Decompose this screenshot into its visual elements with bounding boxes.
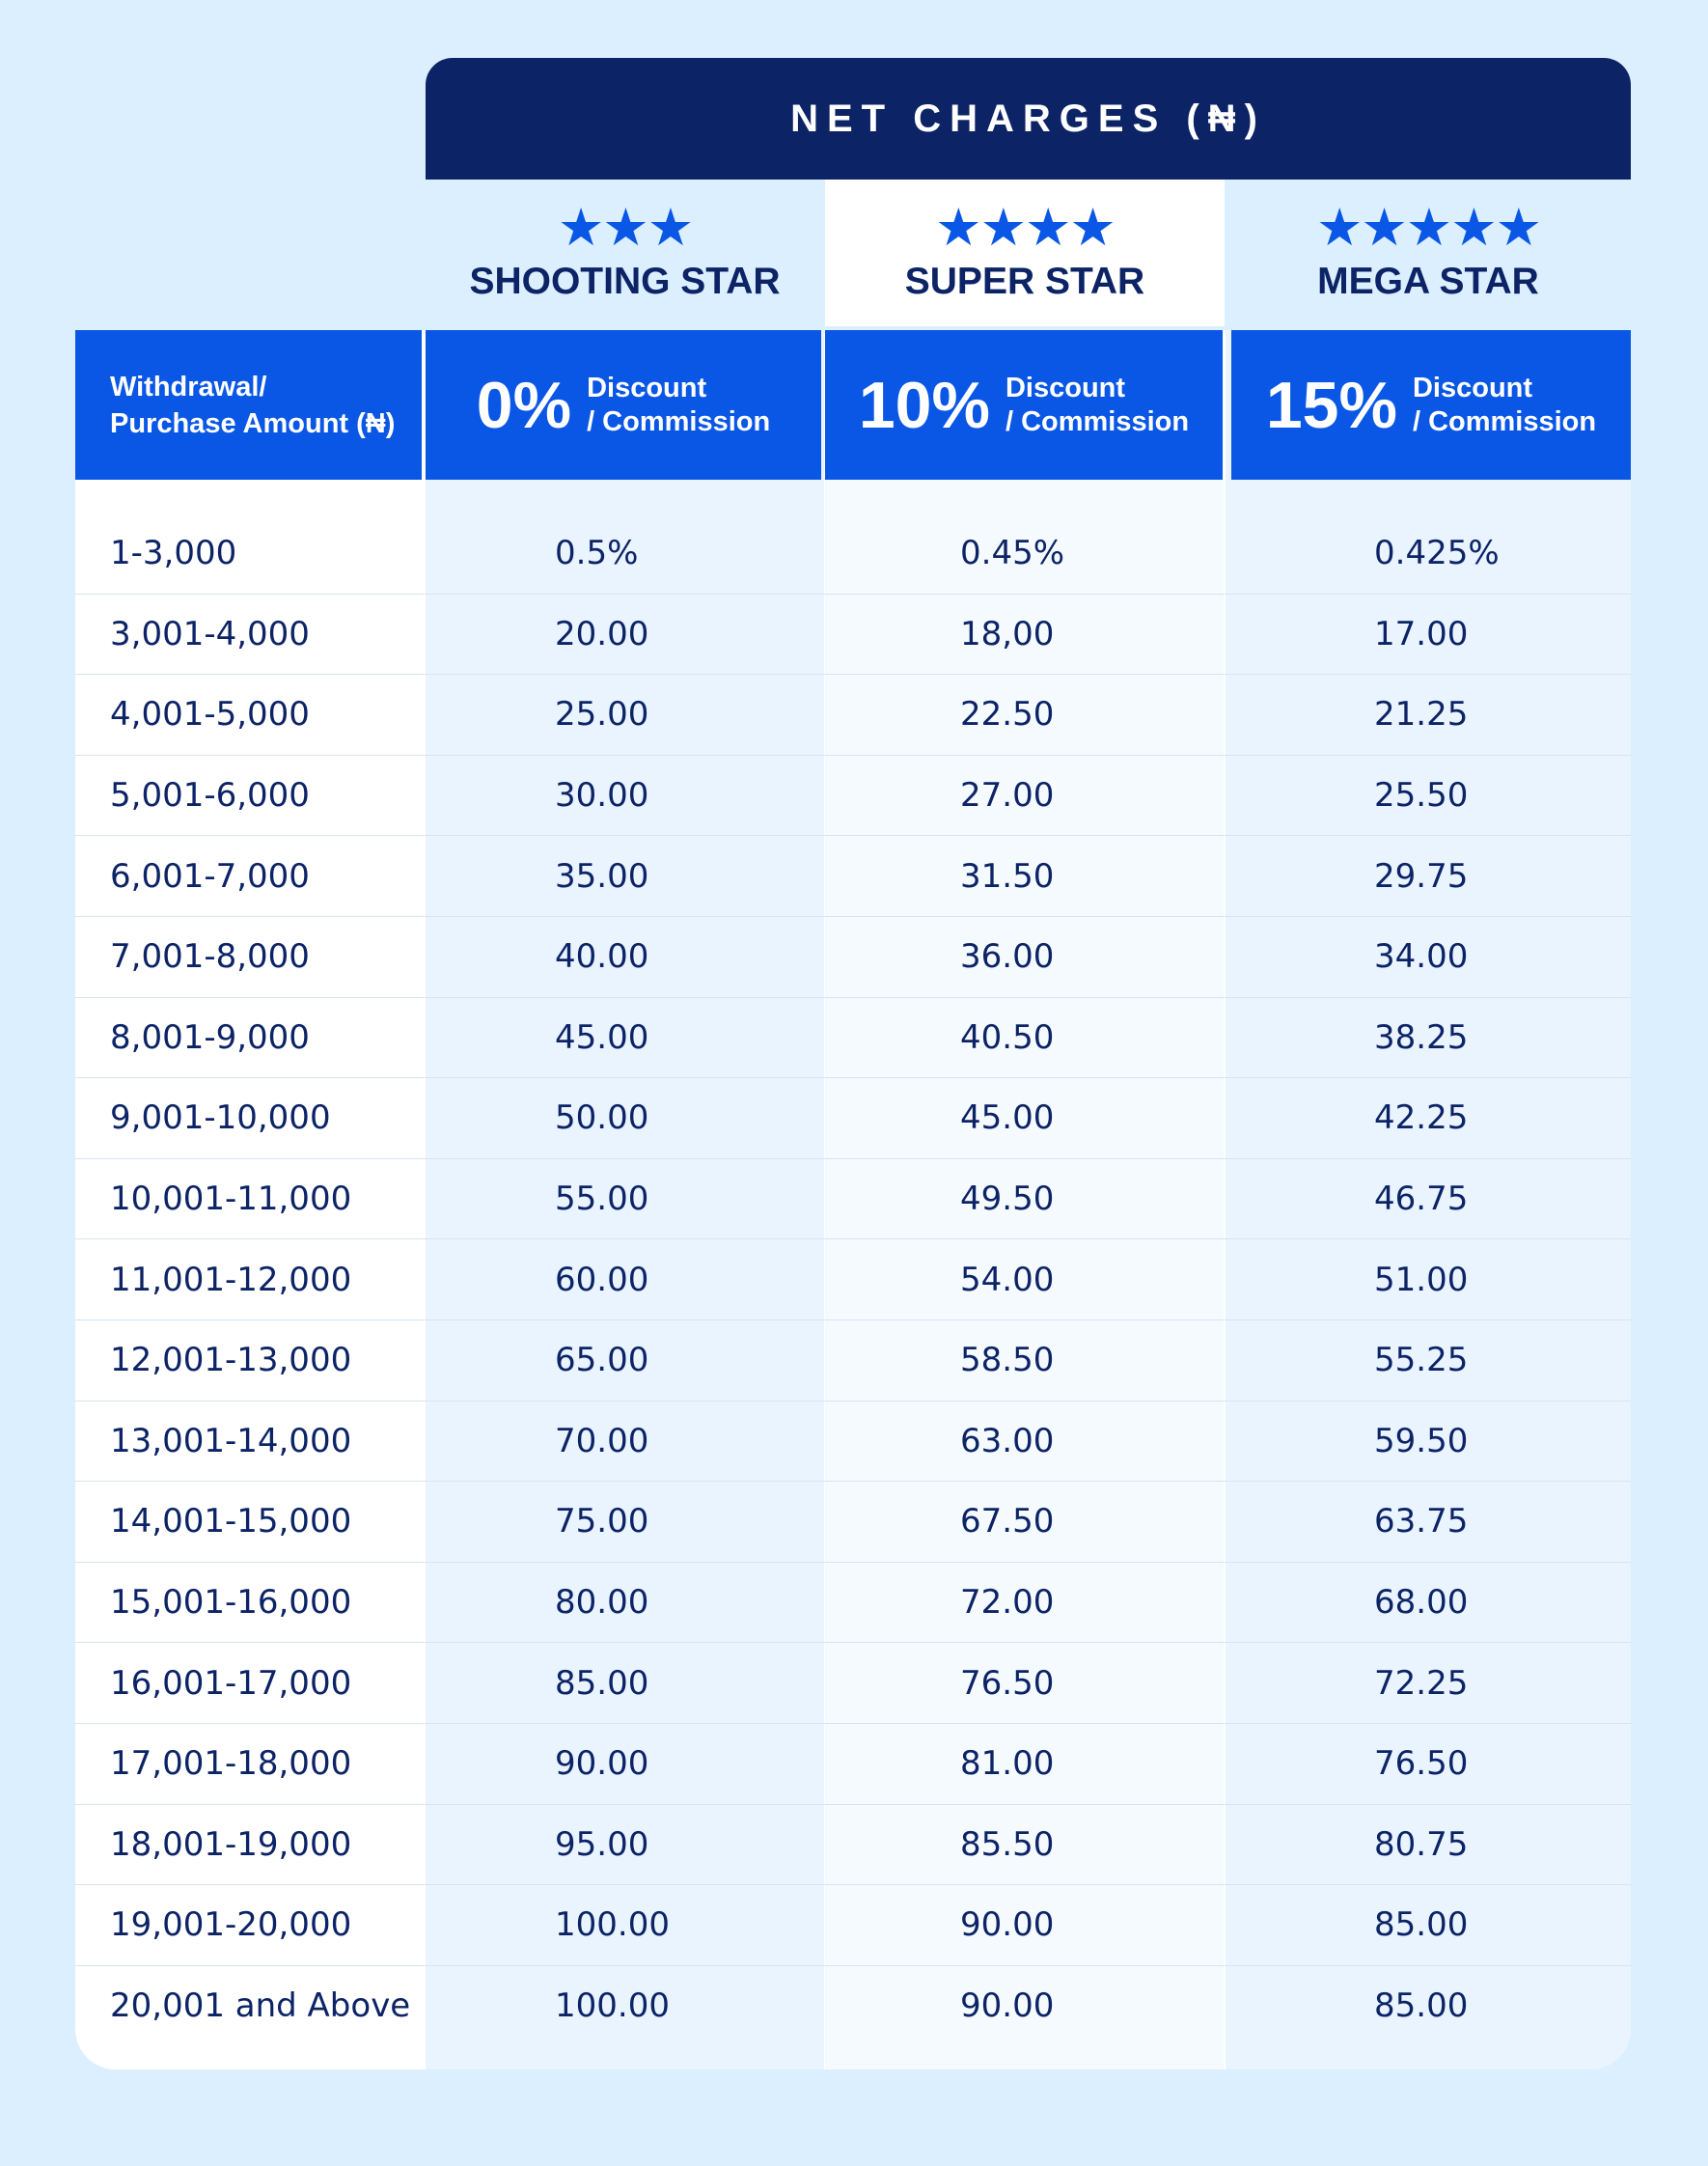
amount-header-line2: Purchase Amount (₦) [110,407,396,439]
super-star-charge-cell: 85.50 [960,1824,1055,1864]
mega-star-charge-cell: 34.00 [1374,937,1469,977]
shooting-star-charge-cell: 100.00 [555,1986,670,2025]
super-star-charge-cell: 49.50 [960,1180,1055,1219]
super-star-charge-cell: 22.50 [960,695,1055,735]
super-star-charge-cell: 31.50 [960,856,1055,896]
mega-star-charge-cell: 76.50 [1374,1744,1469,1784]
discount-label: Discount [1005,372,1126,403]
table-row [75,1159,1631,1240]
commission-label: / Commission [1005,405,1190,437]
super-star-charge-cell: 72.00 [960,1583,1055,1623]
amount-cell: 19,001-20,000 [110,1905,352,1945]
amount-column-header [75,330,422,480]
table-row [75,756,1631,837]
amount-cell: 18,001-19,000 [110,1824,352,1864]
mega-star-charge-cell: 42.25 [1374,1098,1469,1138]
amount-cell: 12,001-13,000 [110,1341,352,1380]
star-icons: ★★★★ [935,199,1115,257]
commission-label: / Commission [587,405,771,437]
table-row [75,1805,1631,1886]
table-row [75,1239,1631,1320]
mega-star-discount-header [1231,330,1631,480]
table-row [75,1402,1631,1483]
amount-cell: 1-3,000 [110,534,237,573]
mega-star-charge-cell: 55.25 [1374,1341,1469,1380]
table-row [75,1482,1631,1563]
amount-cell: 3,001-4,000 [110,614,310,653]
amount-cell: 13,001-14,000 [110,1421,352,1460]
shooting-star-discount-header [426,330,821,480]
star-icons: ★★★ [557,199,693,257]
mega-star-charge-cell: 59.50 [1374,1421,1469,1460]
super-star-charge-cell: 36.00 [960,937,1055,977]
shooting-star-charge-cell: 20.00 [555,614,649,653]
tier-name: MEGA STAR [1317,261,1539,302]
shooting-star-charge-cell: 75.00 [555,1502,649,1541]
shooting-star-charge-cell: 35.00 [555,856,649,896]
mega-star-charge-cell: 85.00 [1374,1986,1469,2025]
star-icons: ★★★★★ [1315,199,1541,257]
table-row [75,1643,1631,1724]
super-star-charge-cell: 90.00 [960,1905,1055,1945]
mega-star-charge-cell: 68.00 [1374,1583,1469,1623]
super-star-charge-cell: 90.00 [960,1986,1055,2025]
shooting-star-charge-cell: 90.00 [555,1744,649,1784]
shooting-star-charge-cell: 65.00 [555,1341,649,1380]
shooting-star-charge-cell: 70.00 [555,1421,649,1460]
table-row [75,1966,1631,2046]
amount-cell: 5,001-6,000 [110,776,310,816]
mega-star-charge-cell: 72.25 [1374,1663,1469,1703]
amount-cell: 14,001-15,000 [110,1502,352,1541]
super-star-charge-cell: 0.45% [960,534,1065,573]
table-row [75,514,1631,595]
net-charges-title: NET CHARGES (₦) [790,97,1266,140]
super-star-charge-cell: 18,00 [960,614,1055,653]
table-row [75,675,1631,756]
shooting-star-charge-cell: 25.00 [555,695,649,735]
super-star-charge-cell: 27.00 [960,776,1055,816]
table-header-row [75,330,1631,480]
amount-cell: 7,001-8,000 [110,937,310,977]
tier-name: SHOOTING STAR [469,261,781,302]
shooting-star-charge-cell: 55.00 [555,1180,649,1219]
shooting-star-charge-cell: 85.00 [555,1663,649,1703]
table-row [75,1724,1631,1805]
discount-label: Discount [1412,372,1533,403]
super-star-charge-cell: 40.50 [960,1017,1055,1057]
amount-cell: 6,001-7,000 [110,856,310,896]
tier-mega-star [1226,180,1631,326]
mega-star-charge-cell: 46.75 [1374,1180,1469,1219]
shooting-star-charge-cell: 0.5% [555,534,639,573]
amount-cell: 15,001-16,000 [110,1583,352,1623]
shooting-star-charge-cell: 30.00 [555,776,649,816]
discount-label: Discount [587,372,707,403]
shooting-star-charge-cell: 50.00 [555,1098,649,1138]
super-star-charge-cell: 67.50 [960,1502,1055,1541]
tier-super-star [825,180,1225,326]
mega-star-charge-cell: 51.00 [1374,1260,1469,1299]
table-body [75,514,1631,2045]
commission-label: / Commission [1412,405,1597,437]
mega-star-charge-cell: 0.425% [1374,534,1500,573]
mega-star-charge-cell: 25.50 [1374,776,1469,816]
amount-cell: 4,001-5,000 [110,695,310,735]
discount-percent: 10% [858,368,990,442]
super-star-charge-cell: 63.00 [960,1421,1055,1460]
shooting-star-charge-cell: 95.00 [555,1824,649,1864]
mega-star-charge-cell: 63.75 [1374,1502,1469,1541]
super-star-charge-cell: 54.00 [960,1260,1055,1299]
amount-cell: 20,001 and Above [110,1986,411,2025]
discount-percent: 15% [1265,368,1397,442]
table-row [75,836,1631,917]
amount-cell: 16,001-17,000 [110,1663,352,1703]
mega-star-charge-cell: 85.00 [1374,1905,1469,1945]
shooting-star-charge-cell: 40.00 [555,937,649,977]
tier-shooting-star [426,180,824,326]
tier-name: SUPER STAR [904,261,1145,302]
table-row [75,595,1631,676]
table-row [75,1563,1631,1644]
charges-table [75,330,1631,2069]
discount-percent: 0% [476,368,572,442]
mega-star-charge-cell: 21.25 [1374,695,1469,735]
table-row [75,1320,1631,1402]
table-row [75,1078,1631,1159]
super-star-charge-cell: 58.50 [960,1341,1055,1380]
amount-header-line1: Withdrawal/ [110,371,267,403]
super-star-charge-cell: 76.50 [960,1663,1055,1703]
mega-star-charge-cell: 17.00 [1374,614,1469,653]
table-row [75,998,1631,1079]
shooting-star-charge-cell: 45.00 [555,1017,649,1057]
amount-cell: 10,001-11,000 [110,1180,352,1219]
super-star-charge-cell: 81.00 [960,1744,1055,1784]
mega-star-charge-cell: 29.75 [1374,856,1469,896]
table-row [75,1885,1631,1966]
amount-cell: 9,001-10,000 [110,1098,331,1138]
amount-cell: 11,001-12,000 [110,1260,352,1299]
amount-cell: 8,001-9,000 [110,1017,310,1057]
shooting-star-charge-cell: 60.00 [555,1260,649,1299]
shooting-star-charge-cell: 80.00 [555,1583,649,1623]
net-charges-header [426,58,1631,180]
amount-cell: 17,001-18,000 [110,1744,352,1784]
mega-star-charge-cell: 38.25 [1374,1017,1469,1057]
mega-star-charge-cell: 80.75 [1374,1824,1469,1864]
super-star-charge-cell: 45.00 [960,1098,1055,1138]
shooting-star-charge-cell: 100.00 [555,1905,670,1945]
table-row [75,917,1631,998]
super-star-discount-header [825,330,1223,480]
